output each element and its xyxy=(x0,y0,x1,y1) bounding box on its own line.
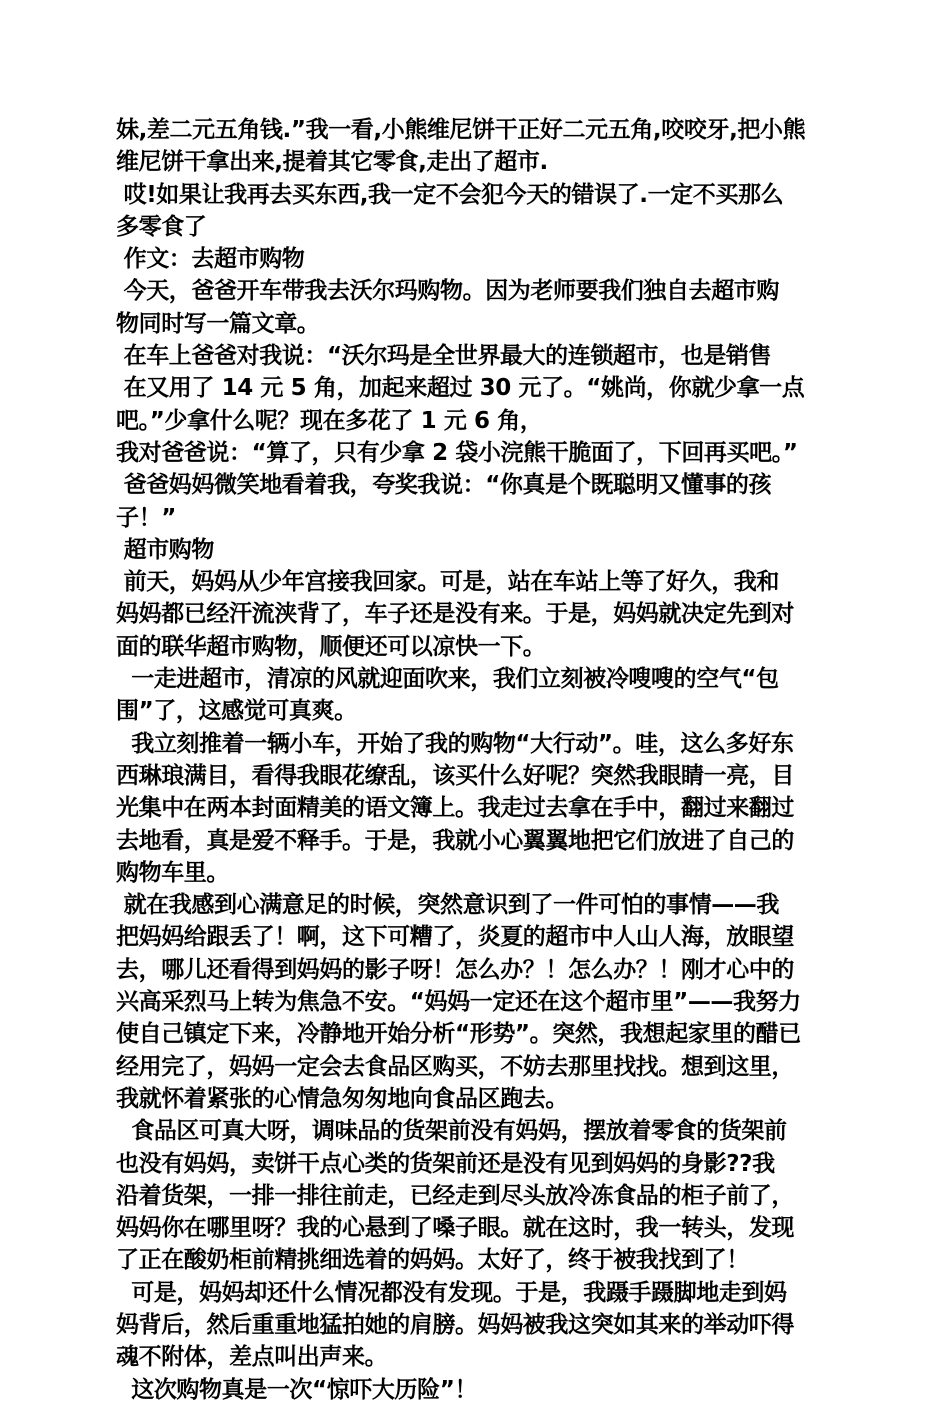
text-line: 妹,差二元五角钱.”我一看,小熊维尼饼干正好二元五角,咬咬牙,把小熊 xyxy=(116,117,806,143)
section-title: 作文：去超市购物 xyxy=(116,246,305,273)
text-line: 吧。”少拿什么呢？现在多花了 1 元 6 角， xyxy=(116,407,543,434)
text-line: 去，哪儿还看得到妈妈的影子呀！怎么办？！怎么办？！刚才心中的 xyxy=(116,956,795,983)
text-line: 维尼饼干拿出来,提着其它零食,走出了超市. xyxy=(116,149,548,176)
text-line: 了正在酸奶柜前精挑细选着的妈妈。太好了，终于被我找到了！ xyxy=(116,1247,749,1274)
text-line: 魂不附体，差点叫出声来。 xyxy=(116,1344,388,1371)
text-line: 可是，妈妈却还什么情况都没有发现。于是，我蹑手蹑脚地走到妈 xyxy=(116,1279,787,1306)
text-line: 光集中在两本封面精美的语文簿上。我走过去拿在手中，翻过来翻过 xyxy=(116,795,795,822)
text-line: 经用完了，妈妈一定会去食品区购买，不妨去那里找找。想到这里， xyxy=(116,1053,795,1080)
text-line: 围”了，这感觉可真爽。 xyxy=(116,698,357,725)
text-line: 多零食了 xyxy=(116,213,207,240)
text-line: 购物车里。 xyxy=(116,859,230,886)
text-line: 今天，爸爸开车带我去沃尔玛购物。因为老师要我们独自去超市购 xyxy=(116,278,780,305)
text-line: 爸爸妈妈微笑地看着我，夸奖我说：“你真是个既聪明又懂事的孩 xyxy=(116,472,772,499)
text-line: 去地看，真是爱不释手。于是，我就小心翼翼地把它们放进了自己的 xyxy=(116,827,795,854)
text-line: 沿着货架，一排一排往前走，已经走到尽头放冷冻食品的柜子前了， xyxy=(116,1182,795,1209)
text-line: 我立刻推着一辆小车，开始了我的购物“大行动”。哇，这么多好东 xyxy=(116,730,794,757)
text-line: 也没有妈妈，卖饼干点心类的货架前还是没有见到妈妈的身影??我 xyxy=(116,1150,775,1177)
text-line: 这次购物真是一次“惊吓大历险”！ xyxy=(116,1376,478,1403)
text-line: 妈妈都已经汗流浃背了，车子还是没有来。于是，妈妈就决定先到对 xyxy=(116,601,795,628)
text-line: 我就怀着紧张的心情急匆匆地向食品区跑去。 xyxy=(116,1085,569,1112)
essay-text xyxy=(116,114,838,1406)
text-line: 兴高采烈马上转为焦急不安。“妈妈一定还在这个超市里”——我努力 xyxy=(116,989,801,1016)
text-line: 在又用了 14 元 5 角，加起来超过 30 元了。“姚尚，你就少拿一点 xyxy=(116,375,805,402)
text-line: 前天，妈妈从少年宫接我回家。可是，站在车站上等了好久，我和 xyxy=(116,569,780,596)
text-line: 使自己镇定下来，冷静地开始分析“形势”。突然，我想起家里的醋已 xyxy=(116,1021,801,1048)
text-line: 子！” xyxy=(116,504,176,531)
text-line: 妈妈你在哪里呀？我的心悬到了嗓子眼。就在这时，我一转头，发现 xyxy=(116,1215,795,1242)
text-line: 物同时写一篇文章。 xyxy=(116,310,320,337)
text-line: 面的联华超市购物，顺便还可以凉快一下。 xyxy=(116,633,546,660)
text-line: 我对爸爸说：“算了，只有少拿 2 袋小浣熊干脆面了，下回再买吧。” xyxy=(116,439,798,466)
text-line: 在车上爸爸对我说：“沃尔玛是全世界最大的连锁超市，也是销售 xyxy=(116,343,772,370)
text-line: 哎!如果让我再去买东西,我一定不会犯今天的错误了.一定不买那么 xyxy=(116,181,784,208)
text-line: 就在我感到心满意足的时候，突然意识到了一件可怕的事情——我 xyxy=(116,892,780,919)
text-line: 一走进超市，清凉的风就迎面吹来，我们立刻被冷嗖嗖的空气“包 xyxy=(116,666,779,693)
text-line: 妈背后，然后重重地猛拍她的肩膀。妈妈被我这突如其来的举动吓得 xyxy=(116,1311,795,1338)
text-line: 食品区可真大呀，调味品的货架前没有妈妈，摆放着零食的货架前 xyxy=(116,1118,787,1145)
section-title: 超市购物 xyxy=(116,536,215,563)
text-line: 把妈妈给跟丢了！啊，这下可糟了，炎夏的超市中人山人海，放眼望 xyxy=(116,924,795,951)
text-line: 西琳琅满目，看得我眼花缭乱，该买什么好呢？突然我眼睛一亮，目 xyxy=(116,762,795,789)
